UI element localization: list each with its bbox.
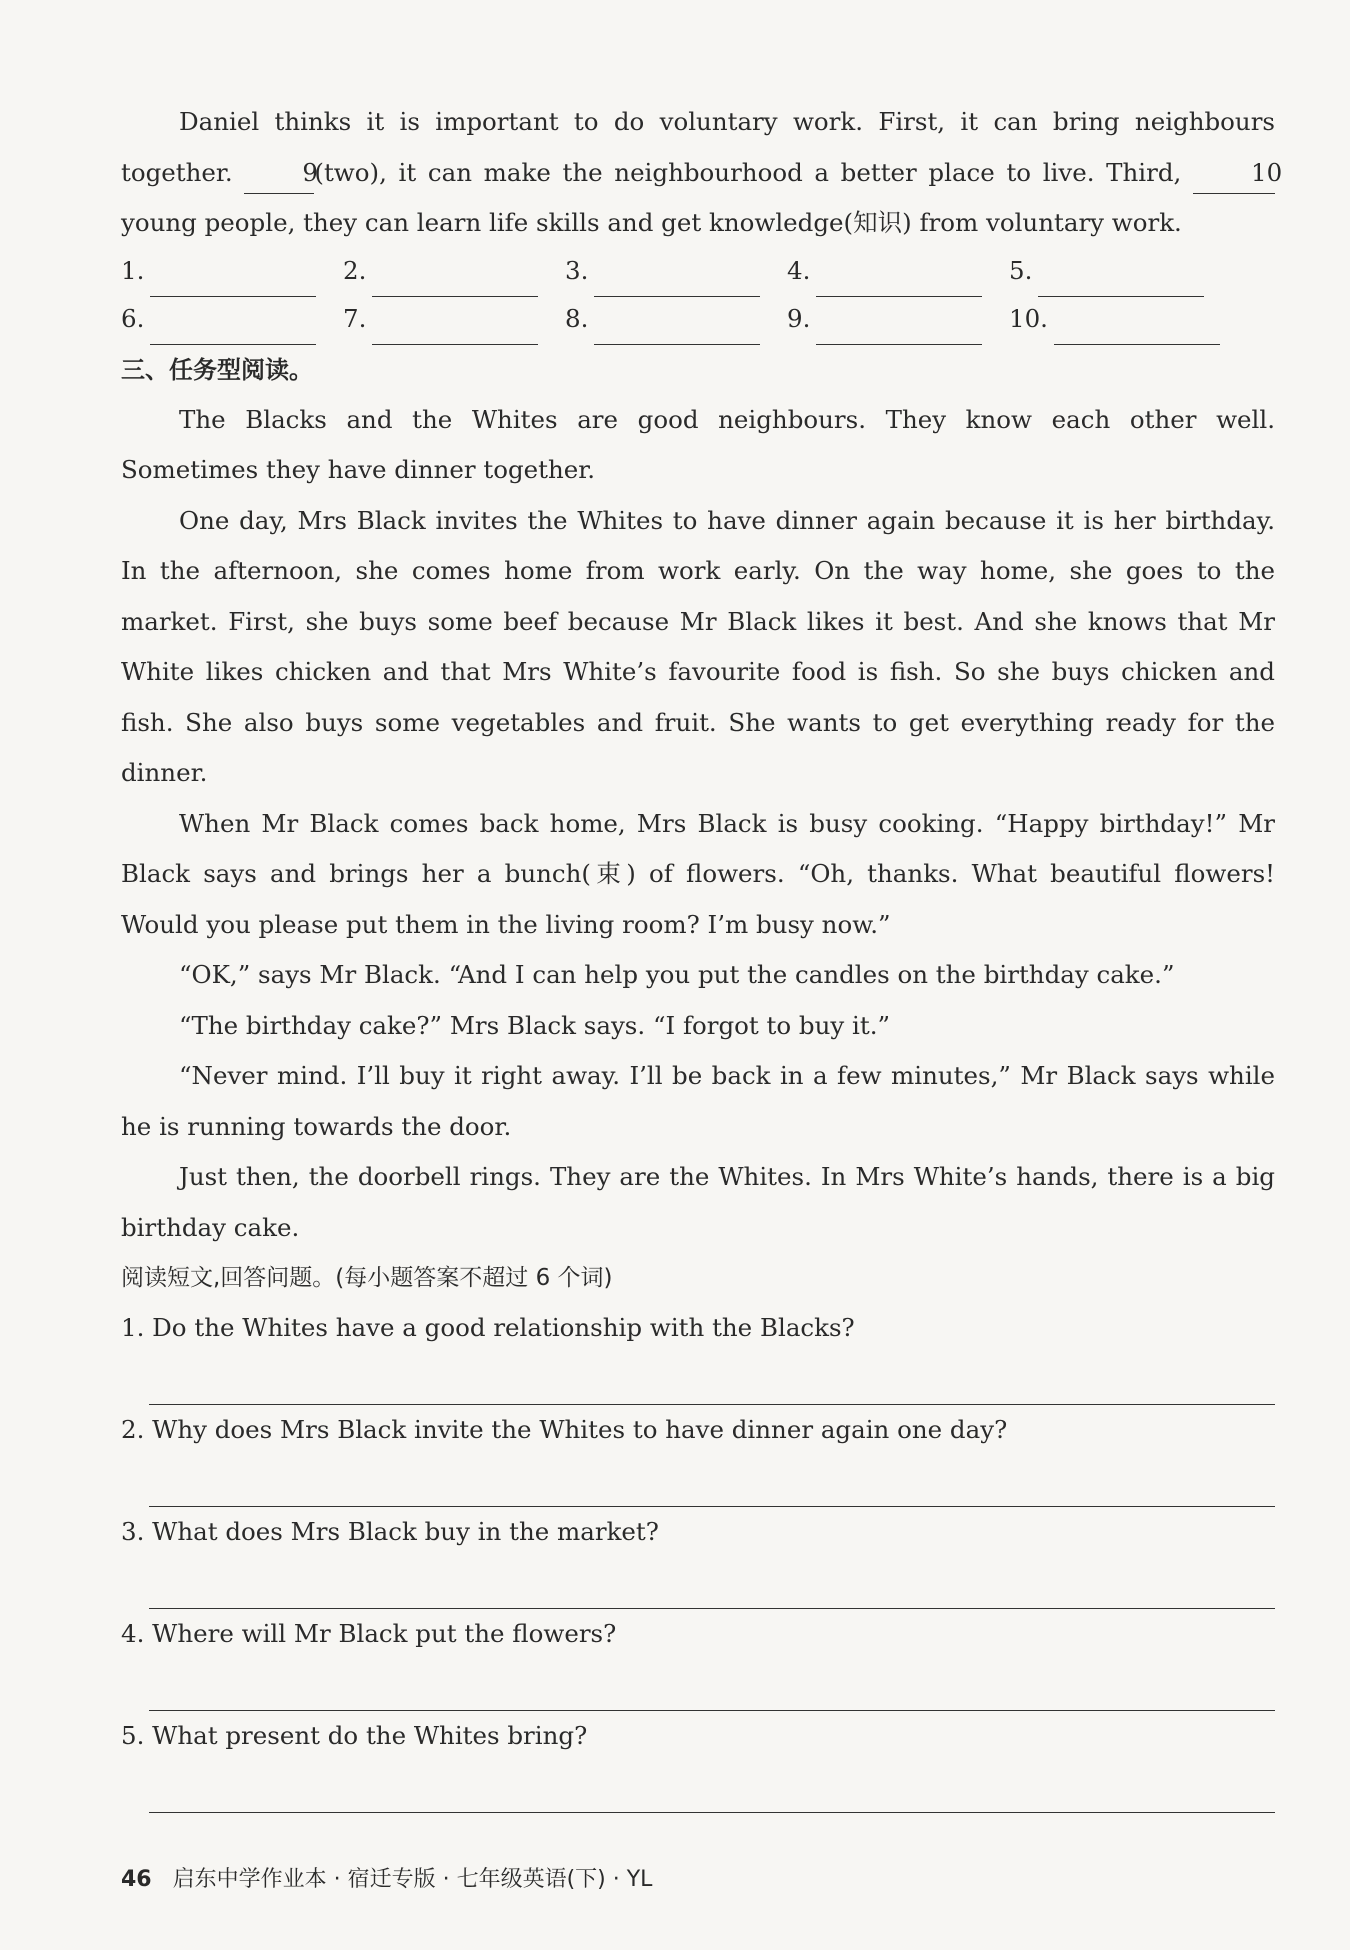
answer-blanks-row-2: [121, 297, 1275, 345]
answer-blank-2[interactable]: 2.: [343, 246, 565, 297]
answer-line-4[interactable]: [149, 1659, 1275, 1711]
answer-blank-9[interactable]: 9.: [787, 294, 1009, 345]
answer-line-5[interactable]: [149, 1761, 1275, 1813]
answer-blank-3[interactable]: 3.: [565, 246, 787, 297]
question-3: 3. What does Mrs Black buy in the market?: [121, 1517, 659, 1546]
question-4: 4. Where will Mr Black put the flowers?: [121, 1619, 617, 1648]
answer-blank-5[interactable]: 5.: [1009, 246, 1231, 297]
answer-line-1[interactable]: [149, 1353, 1275, 1405]
answer-blank-8[interactable]: 8.: [565, 294, 787, 345]
instruction-text: 阅读短文,回答问题。(每小题答案不超过 6 个词): [121, 1265, 613, 1291]
story-paragraph-7: Just then, the doorbell rings. They are the Whites. In Mrs White’s hands, there is a big birthday cake.: [121, 1162, 1275, 1242]
story-paragraph-6: “Never mind. I’ll buy it right away. I’ll be back in a few minutes,” Mr Black says while he is running towards the door.: [121, 1061, 1275, 1141]
story-paragraph-4: “OK,” says Mr Black. “And I can help you put the candles on the birthday cake.”: [179, 960, 1175, 989]
story-paragraph-5: “The birthday cake?” Mrs Black says. “I forgot to buy it.”: [179, 1010, 891, 1040]
answer-blank-4[interactable]: 4.: [787, 246, 1009, 297]
page-number: 46: [121, 1867, 152, 1892]
book-title: 启东中学作业本 · 宿迁专版 · 七年级英语(下) · YL: [172, 1867, 653, 1892]
answer-line-3[interactable]: [149, 1557, 1275, 1609]
question-5: 5. What present do the Whites bring?: [121, 1721, 588, 1750]
section-title: 三、任务型阅读。: [121, 355, 313, 384]
question-2: 2. Why does Mrs Black invite the Whites to have dinner again one day?: [121, 1415, 1008, 1444]
passage-line-2b: young people, they can learn life skills and get knowledge(知识) from voluntary work.: [121, 208, 1182, 237]
blank-9[interactable]: 9: [244, 153, 314, 194]
answer-blanks-row-1: [121, 249, 1275, 297]
question-1: 1. Do the Whites have a good relationship with the Blacks?: [121, 1313, 855, 1342]
passage-line-1: Daniel thinks it is important to do voluntary work. First, it can bring neighbours together.: [121, 107, 1275, 187]
answer-blank-7[interactable]: 7.: [343, 294, 565, 345]
page-footer: [121, 1862, 652, 1893]
blank-10[interactable]: 10: [1193, 153, 1275, 194]
story-paragraph-3: When Mr Black comes back home, Mrs Black is busy cooking. “Happy birthday!” Mr Black says and brings her a bunch(束) of flowers. “Oh, thanks. What beautiful flowers! Would you please put them in the living room? I’m busy now.”: [121, 808, 1275, 939]
story-paragraph-2: One day, Mrs Black invites the Whites to have dinner again because it is her birthday. In the afternoon, she comes home from work early. On the way home, she goes to the market. First, she buys some beef because Mr Black likes it best. And she knows that Mr White likes chicken and that Mrs White’s favourite food is fish. So she buys chicken and fish. She also buys some vegetables and fruit. She wants to get everything ready for the dinner.: [121, 505, 1275, 787]
answer-blank-6[interactable]: 6.: [121, 294, 343, 345]
passage-paragraph: [121, 97, 1283, 249]
answer-blank-1[interactable]: 1.: [121, 246, 343, 297]
content-area: [121, 97, 1283, 1813]
passage-line-2a: (two), it can make the neighbourhood a better place to live. Third,: [314, 157, 1182, 187]
answer-blank-10[interactable]: 10.: [1009, 294, 1231, 345]
answer-line-2[interactable]: [149, 1455, 1275, 1507]
story-paragraph-1: The Blacks and the Whites are good neighbours. They know each other well. Sometimes they have dinner together.: [121, 404, 1275, 484]
